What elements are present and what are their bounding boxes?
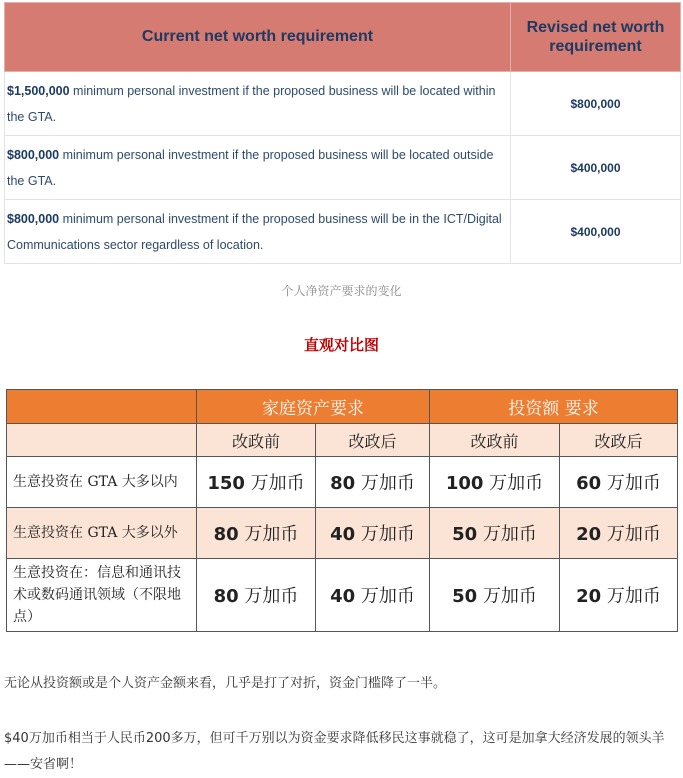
- amount-cell: 20 万加币: [560, 559, 678, 632]
- amount-cell: 80 万加币: [197, 559, 316, 632]
- col-after: 改政后: [560, 424, 678, 457]
- amount-cell: 80 万加币: [197, 508, 316, 559]
- row-label: 生意投资在 GTA 大多以内: [7, 457, 197, 508]
- table-row: [7, 457, 678, 508]
- amount-cell: 40 万加币: [316, 559, 430, 632]
- amount-cell: 150 万加币: [197, 457, 316, 508]
- amount: $800,000: [7, 211, 60, 226]
- desc-text: minimum personal investment if the proposed business will be in the ICT/Digital Communications sector regardless of location.: [7, 211, 502, 252]
- comparison-table: [6, 389, 678, 632]
- table-row: [7, 508, 678, 559]
- amount: $800,000: [7, 147, 60, 162]
- corner-cell: [7, 390, 197, 424]
- revised-value: $800,000: [511, 72, 681, 136]
- amount-cell: 50 万加币: [430, 559, 560, 632]
- table-row: [5, 136, 681, 200]
- desc-text: minimum personal investment if the proposed business will be located within the GTA.: [7, 83, 496, 124]
- amount-cell: 100 万加币: [430, 457, 560, 508]
- amount-cell: 80 万加币: [316, 457, 430, 508]
- paragraph-note: $40万加币相当于人民币200多万，但可千万别以为资金要求降低移民这事就稳了，这可是加拿大经济发展的领头羊——安省啊！: [4, 731, 665, 772]
- table-row: [5, 72, 681, 136]
- requirement-desc: [5, 136, 511, 200]
- requirement-desc: [5, 200, 511, 264]
- corner-cell-2: [7, 424, 197, 457]
- row-label: 生意投资在：信息和通讯技术或数码通讯领域（不限地点）: [7, 559, 197, 632]
- amount-cell: 60 万加币: [560, 457, 678, 508]
- row-label: 生意投资在 GTA 大多以外: [7, 508, 197, 559]
- table-row: [7, 559, 678, 632]
- section-heading: 直观对比图: [303, 336, 379, 354]
- table-row: [5, 200, 681, 264]
- net-worth-table: [4, 2, 681, 264]
- amount: $1,500,000: [7, 83, 70, 98]
- requirement-desc: [5, 72, 511, 136]
- image-caption: 个人净资产要求的变化: [281, 284, 402, 298]
- revised-value: $400,000: [511, 200, 681, 264]
- header-revised: Revised net worth requirement: [511, 3, 681, 72]
- amount-cell: 50 万加币: [430, 508, 560, 559]
- header-current: Current net worth requirement: [5, 3, 511, 72]
- paragraph-summary: 无论从投资额或是个人资产金额来看，几乎是打了对折，资金门槛降了一半。: [4, 676, 447, 691]
- col-after: 改政后: [316, 424, 430, 457]
- col-before: 改政前: [197, 424, 316, 457]
- revised-value: $400,000: [511, 136, 681, 200]
- amount-cell: 20 万加币: [560, 508, 678, 559]
- amount-cell: 40 万加币: [316, 508, 430, 559]
- col-before: 改政前: [430, 424, 560, 457]
- group-investment: 投资额 要求: [430, 390, 678, 424]
- desc-text: minimum personal investment if the proposed business will be located outside the GTA.: [7, 147, 494, 188]
- group-family-assets: 家庭资产要求: [197, 390, 430, 424]
